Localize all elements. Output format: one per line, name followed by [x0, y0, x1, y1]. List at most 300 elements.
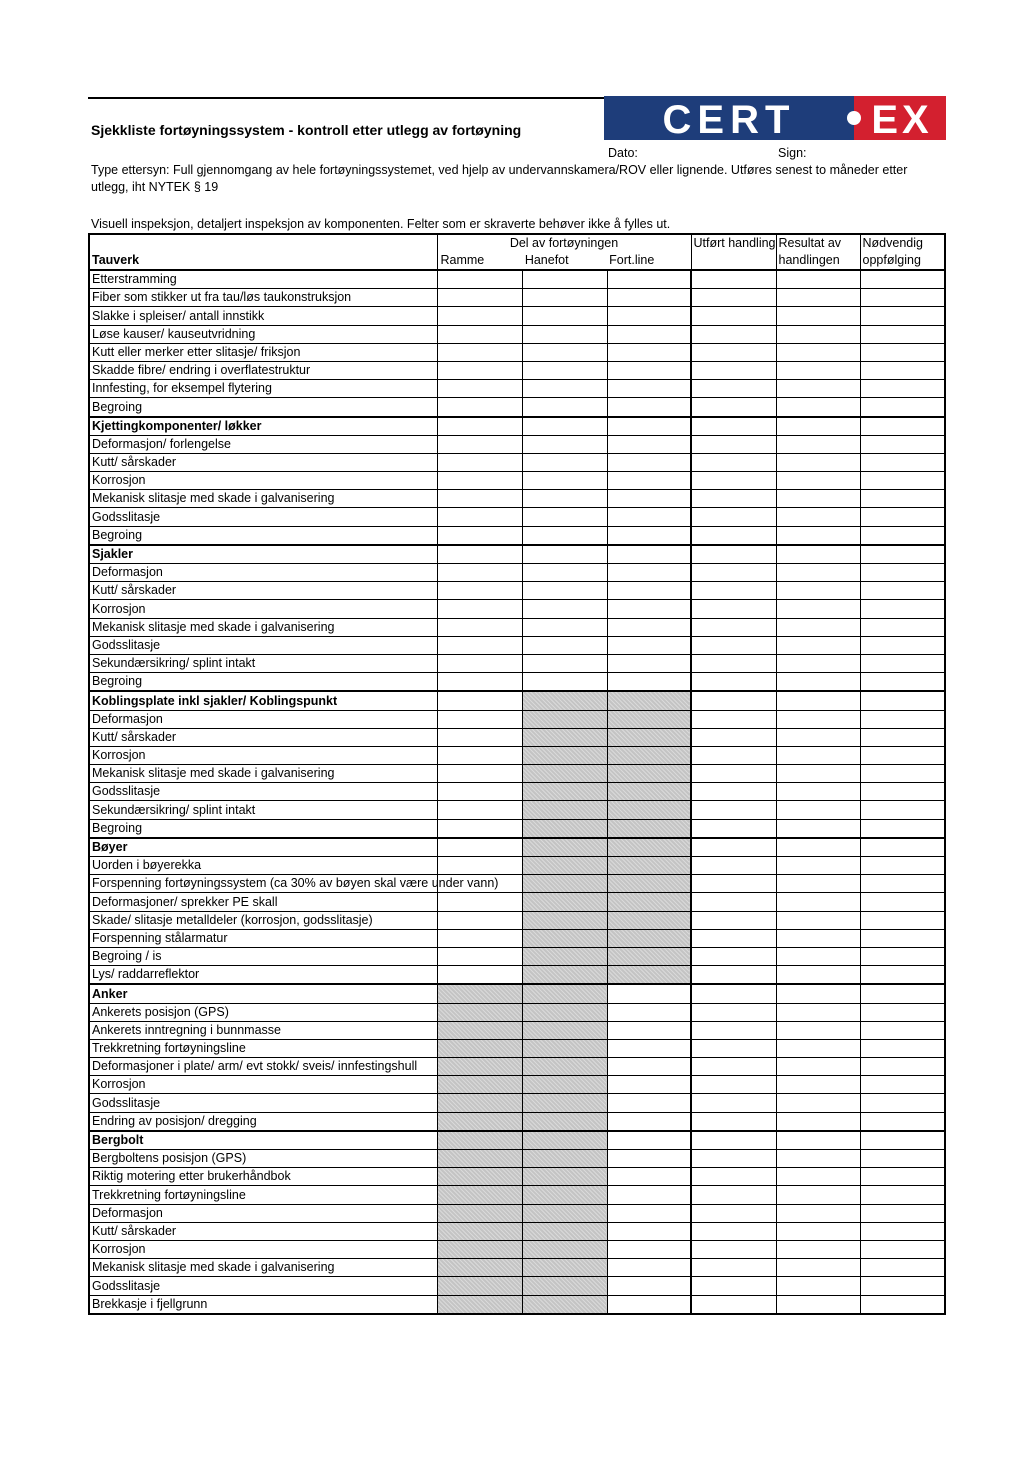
cell-hanefot[interactable]	[522, 270, 607, 289]
cell-hanefot[interactable]	[522, 361, 607, 379]
cell-utfort[interactable]	[691, 1168, 776, 1186]
cell-resultat[interactable]	[776, 1295, 860, 1314]
cell-utfort[interactable]	[691, 911, 776, 929]
cell-nodvendig[interactable]	[860, 911, 945, 929]
cell-nodvendig[interactable]	[860, 710, 945, 728]
cell-utfort[interactable]	[691, 1039, 776, 1057]
cell-utfort[interactable]	[691, 1076, 776, 1094]
cell-fortline[interactable]	[607, 1076, 691, 1094]
cell-fortline[interactable]	[607, 472, 691, 490]
cell-utfort[interactable]	[691, 508, 776, 526]
cell-resultat[interactable]	[776, 343, 860, 361]
cell-nodvendig[interactable]	[860, 289, 945, 307]
cell-nodvendig[interactable]	[860, 1240, 945, 1258]
cell-fortline[interactable]	[607, 1094, 691, 1112]
cell-resultat[interactable]	[776, 582, 860, 600]
cell-ramme[interactable]	[437, 911, 522, 929]
table-row	[89, 947, 945, 965]
cell-fortline[interactable]	[607, 1003, 691, 1021]
cell-nodvendig[interactable]	[860, 1204, 945, 1222]
cell-nodvendig[interactable]	[860, 490, 945, 508]
cell-resultat[interactable]	[776, 1150, 860, 1168]
cell-nodvendig[interactable]	[860, 453, 945, 471]
cell-fortline[interactable]	[607, 1186, 691, 1204]
cell-utfort[interactable]	[691, 526, 776, 545]
cell-fortline[interactable]	[607, 1168, 691, 1186]
cell-utfort[interactable]	[691, 1112, 776, 1131]
cell-nodvendig[interactable]	[860, 1003, 945, 1021]
cell-utfort[interactable]	[691, 728, 776, 746]
table-row	[89, 1112, 945, 1131]
cell-fortline[interactable]	[607, 1277, 691, 1295]
cell-utfort[interactable]	[691, 673, 776, 692]
cell-utfort[interactable]	[691, 1058, 776, 1076]
cell-utfort[interactable]	[691, 600, 776, 618]
cell-ramme[interactable]	[437, 783, 522, 801]
cell-nodvendig[interactable]	[860, 307, 945, 325]
cell-resultat[interactable]	[776, 1277, 860, 1295]
cell-resultat[interactable]	[776, 600, 860, 618]
cell-fortline[interactable]	[607, 1131, 691, 1150]
cell-nodvendig[interactable]	[860, 380, 945, 398]
cell-resultat[interactable]	[776, 765, 860, 783]
cell-resultat[interactable]	[776, 325, 860, 343]
cell-ramme[interactable]	[437, 801, 522, 819]
cell-ramme[interactable]	[437, 398, 522, 417]
cell-fortline[interactable]	[607, 1295, 691, 1314]
cell-resultat[interactable]	[776, 1003, 860, 1021]
cell-ramme[interactable]	[437, 765, 522, 783]
cell-hanefot[interactable]	[522, 417, 607, 436]
cell-fortline[interactable]	[607, 1204, 691, 1222]
cell-nodvendig[interactable]	[860, 765, 945, 783]
cell-utfort[interactable]	[691, 1204, 776, 1222]
cell-nodvendig[interactable]	[860, 966, 945, 985]
cell-ramme[interactable]	[437, 526, 522, 545]
cell-resultat[interactable]	[776, 1039, 860, 1057]
cell-resultat[interactable]	[776, 1112, 860, 1131]
cell-ramme[interactable]	[437, 361, 522, 379]
cell-resultat[interactable]	[776, 564, 860, 582]
cell-resultat[interactable]	[776, 893, 860, 911]
cell-nodvendig[interactable]	[860, 1039, 945, 1057]
cell-ramme[interactable]	[437, 728, 522, 746]
cell-resultat[interactable]	[776, 1076, 860, 1094]
cell-utfort[interactable]	[691, 325, 776, 343]
cell-hanefot[interactable]	[522, 435, 607, 453]
cell-hanefot[interactable]	[522, 307, 607, 325]
cell-fortline[interactable]	[607, 325, 691, 343]
cell-resultat[interactable]	[776, 838, 860, 857]
cell-nodvendig[interactable]	[860, 1222, 945, 1240]
cell-ramme[interactable]	[437, 380, 522, 398]
cell-resultat[interactable]	[776, 984, 860, 1003]
section-header-row	[89, 691, 945, 710]
cell-resultat[interactable]	[776, 361, 860, 379]
cell-nodvendig[interactable]	[860, 893, 945, 911]
cell-resultat[interactable]	[776, 417, 860, 436]
cell-resultat[interactable]	[776, 819, 860, 838]
cell-ramme[interactable]	[437, 819, 522, 838]
cell-fortline[interactable]	[607, 417, 691, 436]
cell-resultat[interactable]	[776, 746, 860, 764]
cell-resultat[interactable]	[776, 857, 860, 875]
cell-fortline[interactable]	[607, 636, 691, 654]
cell-fortline[interactable]	[607, 1112, 691, 1131]
cell-fortline[interactable]	[607, 1222, 691, 1240]
cell-utfort[interactable]	[691, 966, 776, 985]
cell-nodvendig[interactable]	[860, 435, 945, 453]
cell-ramme[interactable]	[437, 343, 522, 361]
cell-hanefot[interactable]	[522, 545, 607, 564]
cell-nodvendig[interactable]	[860, 801, 945, 819]
cell-resultat[interactable]	[776, 618, 860, 636]
cell-nodvendig[interactable]	[860, 508, 945, 526]
cell-nodvendig[interactable]	[860, 545, 945, 564]
cell-utfort[interactable]	[691, 1240, 776, 1258]
cell-ramme[interactable]	[437, 600, 522, 618]
cell-nodvendig[interactable]	[860, 728, 945, 746]
cell-ramme[interactable]	[437, 490, 522, 508]
cell-utfort[interactable]	[691, 765, 776, 783]
cell-nodvendig[interactable]	[860, 947, 945, 965]
cell-utfort[interactable]	[691, 691, 776, 710]
cell-utfort[interactable]	[691, 417, 776, 436]
cell-utfort[interactable]	[691, 380, 776, 398]
cell-fortline[interactable]	[607, 582, 691, 600]
cell-resultat[interactable]	[776, 673, 860, 692]
cell-nodvendig[interactable]	[860, 783, 945, 801]
cell-nodvendig[interactable]	[860, 1186, 945, 1204]
cell-nodvendig[interactable]	[860, 654, 945, 672]
cell-nodvendig[interactable]	[860, 1277, 945, 1295]
check-item-label: Kutt/ sårskader	[89, 1222, 437, 1240]
cell-fortline[interactable]	[607, 1259, 691, 1277]
cell-fortline[interactable]	[607, 453, 691, 471]
cell-nodvendig[interactable]	[860, 838, 945, 857]
cell-nodvendig[interactable]	[860, 1150, 945, 1168]
cell-fortline[interactable]	[607, 545, 691, 564]
shaded-cell	[437, 1039, 522, 1057]
cell-utfort[interactable]	[691, 1222, 776, 1240]
cell-resultat[interactable]	[776, 1204, 860, 1222]
cell-nodvendig[interactable]	[860, 270, 945, 289]
cell-ramme[interactable]	[437, 691, 522, 710]
cell-resultat[interactable]	[776, 453, 860, 471]
cell-utfort[interactable]	[691, 1150, 776, 1168]
cell-nodvendig[interactable]	[860, 526, 945, 545]
cell-resultat[interactable]	[776, 307, 860, 325]
cell-resultat[interactable]	[776, 398, 860, 417]
cell-nodvendig[interactable]	[860, 343, 945, 361]
cell-utfort[interactable]	[691, 984, 776, 1003]
cell-ramme[interactable]	[437, 453, 522, 471]
cell-ramme[interactable]	[437, 893, 522, 911]
cell-nodvendig[interactable]	[860, 1168, 945, 1186]
cell-fortline[interactable]	[607, 600, 691, 618]
cell-ramme[interactable]	[437, 966, 522, 985]
section-title: Kjettingkomponenter/ løkker	[89, 417, 437, 436]
cell-nodvendig[interactable]	[860, 325, 945, 343]
check-item-label: Deformasjon	[89, 710, 437, 728]
cell-hanefot[interactable]	[522, 654, 607, 672]
shaded-cell	[437, 1021, 522, 1039]
cell-resultat[interactable]	[776, 1021, 860, 1039]
cell-fortline[interactable]	[607, 307, 691, 325]
check-item-label: Slakke i spleiser/ antall innstikk	[89, 307, 437, 325]
cell-hanefot[interactable]	[522, 508, 607, 526]
cell-utfort[interactable]	[691, 398, 776, 417]
cell-hanefot[interactable]	[522, 453, 607, 471]
cell-utfort[interactable]	[691, 361, 776, 379]
cell-resultat[interactable]	[776, 929, 860, 947]
cell-ramme[interactable]	[437, 929, 522, 947]
cell-utfort[interactable]	[691, 1094, 776, 1112]
cell-resultat[interactable]	[776, 1094, 860, 1112]
cell-fortline[interactable]	[607, 490, 691, 508]
cell-resultat[interactable]	[776, 654, 860, 672]
cell-utfort[interactable]	[691, 1186, 776, 1204]
cell-nodvendig[interactable]	[860, 582, 945, 600]
cell-fortline[interactable]	[607, 380, 691, 398]
cell-ramme[interactable]	[437, 746, 522, 764]
cell-nodvendig[interactable]	[860, 1112, 945, 1131]
table-row	[89, 582, 945, 600]
cell-resultat[interactable]	[776, 947, 860, 965]
cell-utfort[interactable]	[691, 289, 776, 307]
cell-hanefot[interactable]	[522, 600, 607, 618]
shaded-cell	[607, 691, 691, 710]
cell-utfort[interactable]	[691, 1259, 776, 1277]
cell-resultat[interactable]	[776, 526, 860, 545]
cell-utfort[interactable]	[691, 1295, 776, 1314]
cell-nodvendig[interactable]	[860, 673, 945, 692]
cell-nodvendig[interactable]	[860, 618, 945, 636]
cell-ramme[interactable]	[437, 582, 522, 600]
cell-utfort[interactable]	[691, 545, 776, 564]
cell-utfort[interactable]	[691, 453, 776, 471]
cell-ramme[interactable]	[437, 857, 522, 875]
cell-resultat[interactable]	[776, 1131, 860, 1150]
shaded-cell	[522, 857, 607, 875]
check-item-label: Begroing	[89, 398, 437, 417]
cell-hanefot[interactable]	[522, 618, 607, 636]
cell-resultat[interactable]	[776, 1240, 860, 1258]
cell-hanefot[interactable]	[522, 343, 607, 361]
cell-nodvendig[interactable]	[860, 361, 945, 379]
cell-utfort[interactable]	[691, 1003, 776, 1021]
cell-utfort[interactable]	[691, 307, 776, 325]
check-item-label: Kutt/ sårskader	[89, 728, 437, 746]
cell-nodvendig[interactable]	[860, 746, 945, 764]
cell-hanefot[interactable]	[522, 673, 607, 692]
cell-utfort[interactable]	[691, 783, 776, 801]
cell-fortline[interactable]	[607, 398, 691, 417]
cell-utfort[interactable]	[691, 270, 776, 289]
cell-fortline[interactable]	[607, 508, 691, 526]
cell-nodvendig[interactable]	[860, 1131, 945, 1150]
cell-utfort[interactable]	[691, 654, 776, 672]
cell-hanefot[interactable]	[522, 564, 607, 582]
cell-ramme[interactable]	[437, 545, 522, 564]
cell-resultat[interactable]	[776, 691, 860, 710]
cell-fortline[interactable]	[607, 564, 691, 582]
cell-fortline[interactable]	[607, 1150, 691, 1168]
cell-hanefot[interactable]	[522, 325, 607, 343]
cell-utfort[interactable]	[691, 435, 776, 453]
cell-resultat[interactable]	[776, 270, 860, 289]
cell-utfort[interactable]	[691, 490, 776, 508]
cell-ramme[interactable]	[437, 472, 522, 490]
cell-resultat[interactable]	[776, 435, 860, 453]
cell-ramme[interactable]	[437, 289, 522, 307]
cell-ramme[interactable]	[437, 838, 522, 857]
cell-ramme[interactable]	[437, 325, 522, 343]
cell-resultat[interactable]	[776, 1168, 860, 1186]
shaded-cell	[437, 1094, 522, 1112]
cell-fortline[interactable]	[607, 1039, 691, 1057]
cell-fortline[interactable]	[607, 270, 691, 289]
cell-ramme[interactable]	[437, 618, 522, 636]
cell-ramme[interactable]	[437, 307, 522, 325]
cell-resultat[interactable]	[776, 710, 860, 728]
cell-nodvendig[interactable]	[860, 691, 945, 710]
cell-utfort[interactable]	[691, 838, 776, 857]
cell-fortline[interactable]	[607, 361, 691, 379]
cell-resultat[interactable]	[776, 380, 860, 398]
cell-utfort[interactable]	[691, 710, 776, 728]
cell-nodvendig[interactable]	[860, 929, 945, 947]
cell-resultat[interactable]	[776, 801, 860, 819]
cell-fortline[interactable]	[607, 1021, 691, 1039]
cell-fortline[interactable]	[607, 673, 691, 692]
cell-nodvendig[interactable]	[860, 875, 945, 893]
cell-utfort[interactable]	[691, 947, 776, 965]
table-row	[89, 1058, 945, 1076]
cell-ramme[interactable]	[437, 508, 522, 526]
cell-utfort[interactable]	[691, 1131, 776, 1150]
table-row	[89, 600, 945, 618]
cell-resultat[interactable]	[776, 472, 860, 490]
check-item-label: Deformasjon	[89, 1204, 437, 1222]
cell-nodvendig[interactable]	[860, 472, 945, 490]
cell-utfort[interactable]	[691, 746, 776, 764]
table-row	[89, 1277, 945, 1295]
cell-utfort[interactable]	[691, 893, 776, 911]
cell-resultat[interactable]	[776, 911, 860, 929]
cell-fortline[interactable]	[607, 1058, 691, 1076]
table-row	[89, 746, 945, 764]
cell-resultat[interactable]	[776, 490, 860, 508]
cell-hanefot[interactable]	[522, 380, 607, 398]
table-row	[89, 270, 945, 289]
check-item-label: Begroing / is	[89, 947, 437, 965]
cell-ramme[interactable]	[437, 654, 522, 672]
cell-ramme[interactable]	[437, 564, 522, 582]
cell-fortline[interactable]	[607, 343, 691, 361]
cell-nodvendig[interactable]	[860, 1295, 945, 1314]
cell-nodvendig[interactable]	[860, 636, 945, 654]
cell-nodvendig[interactable]	[860, 600, 945, 618]
cell-utfort[interactable]	[691, 857, 776, 875]
cell-hanefot[interactable]	[522, 289, 607, 307]
cell-hanefot[interactable]	[522, 490, 607, 508]
cell-ramme[interactable]	[437, 710, 522, 728]
cell-fortline[interactable]	[607, 984, 691, 1003]
cell-utfort[interactable]	[691, 929, 776, 947]
cell-utfort[interactable]	[691, 636, 776, 654]
cell-utfort[interactable]	[691, 875, 776, 893]
cell-nodvendig[interactable]	[860, 1094, 945, 1112]
cell-resultat[interactable]	[776, 966, 860, 985]
cell-fortline[interactable]	[607, 618, 691, 636]
cell-nodvendig[interactable]	[860, 417, 945, 436]
cell-fortline[interactable]	[607, 1240, 691, 1258]
cell-hanefot[interactable]	[522, 398, 607, 417]
cell-resultat[interactable]	[776, 1058, 860, 1076]
cell-utfort[interactable]	[691, 801, 776, 819]
cell-hanefot[interactable]	[522, 582, 607, 600]
cell-ramme[interactable]	[437, 673, 522, 692]
cell-fortline[interactable]	[607, 289, 691, 307]
cell-ramme[interactable]	[437, 947, 522, 965]
cell-nodvendig[interactable]	[860, 1259, 945, 1277]
cell-ramme[interactable]	[437, 636, 522, 654]
cell-fortline[interactable]	[607, 526, 691, 545]
cell-utfort[interactable]	[691, 582, 776, 600]
cell-utfort[interactable]	[691, 343, 776, 361]
cell-nodvendig[interactable]	[860, 1058, 945, 1076]
cell-resultat[interactable]	[776, 545, 860, 564]
cell-resultat[interactable]	[776, 728, 860, 746]
cell-hanefot[interactable]	[522, 526, 607, 545]
cell-hanefot[interactable]	[522, 636, 607, 654]
shaded-cell	[437, 1259, 522, 1277]
table-row	[89, 929, 945, 947]
cell-fortline[interactable]	[607, 654, 691, 672]
cell-resultat[interactable]	[776, 1186, 860, 1204]
cell-nodvendig[interactable]	[860, 1021, 945, 1039]
cell-utfort[interactable]	[691, 819, 776, 838]
cell-utfort[interactable]	[691, 618, 776, 636]
shaded-cell	[607, 710, 691, 728]
cell-resultat[interactable]	[776, 875, 860, 893]
cell-fortline[interactable]	[607, 435, 691, 453]
cell-ramme[interactable]	[437, 417, 522, 436]
cell-nodvendig[interactable]	[860, 857, 945, 875]
shaded-cell	[522, 893, 607, 911]
cell-utfort[interactable]	[691, 564, 776, 582]
cell-utfort[interactable]	[691, 1277, 776, 1295]
cell-utfort[interactable]	[691, 472, 776, 490]
cell-ramme[interactable]	[437, 435, 522, 453]
cell-resultat[interactable]	[776, 783, 860, 801]
cell-resultat[interactable]	[776, 1259, 860, 1277]
cell-nodvendig[interactable]	[860, 398, 945, 417]
cell-resultat[interactable]	[776, 1222, 860, 1240]
cell-ramme[interactable]	[437, 270, 522, 289]
cell-nodvendig[interactable]	[860, 984, 945, 1003]
cell-nodvendig[interactable]	[860, 1076, 945, 1094]
cell-resultat[interactable]	[776, 289, 860, 307]
cell-utfort[interactable]	[691, 1021, 776, 1039]
cell-nodvendig[interactable]	[860, 564, 945, 582]
cell-hanefot[interactable]	[522, 472, 607, 490]
check-item-label: Mekanisk slitasje med skade i galvanisering	[89, 765, 437, 783]
cell-resultat[interactable]	[776, 636, 860, 654]
cell-resultat[interactable]	[776, 508, 860, 526]
cell-nodvendig[interactable]	[860, 819, 945, 838]
